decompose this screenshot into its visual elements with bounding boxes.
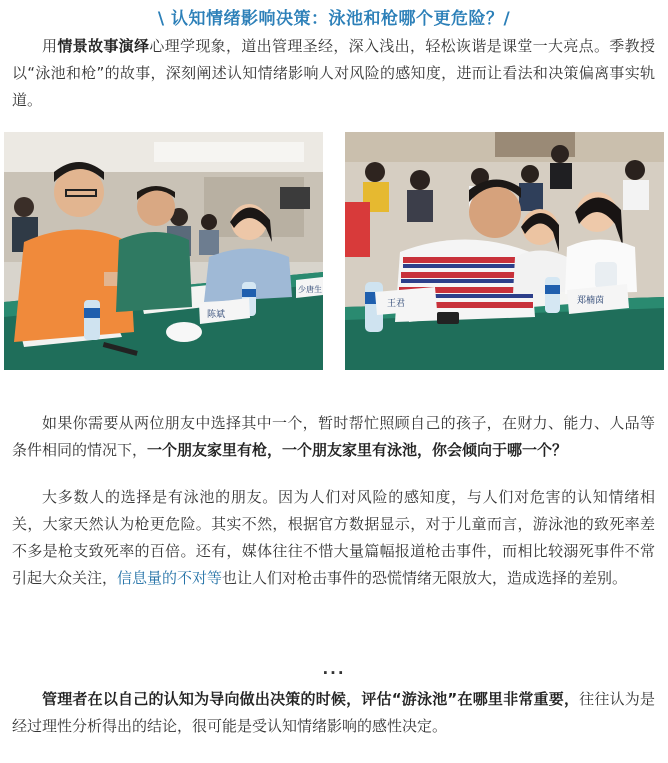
conclusion-normal: 往往认为是经过理性分析得出的结论，很可能是受认知情绪影响的感性决定。 — [12, 690, 655, 735]
intro-rest: 心理学现象，道出管理圣经，深入浅出，轻松诙谐是课堂一大亮点。季教授以“泳池和枪”的故事，深刻阐述认知情绪影响人对风险的感知度，进而让看法和决策偏离事实轨道。 — [12, 37, 655, 109]
question-normal: 如果你需要从两位朋友中选择其中一个，暂时帮忙照顾自己的孩子，在财力、能力、人品等条件相同的情况下， — [12, 414, 655, 459]
question-paragraph — [12, 410, 655, 464]
intro-pre: 用 — [42, 37, 58, 55]
analysis-paragraph — [12, 484, 655, 592]
analysis-highlight: 信息量的不对等 — [117, 569, 223, 587]
photo-right — [345, 132, 664, 370]
intro-paragraph — [12, 33, 655, 114]
nameplate-right-1: 王君 — [387, 299, 406, 309]
question-bold: 一个朋友家里有枪，一个朋友家里有泳池，你会倾向于哪一个？ — [147, 441, 568, 459]
photo-left — [4, 132, 323, 370]
nameplate-right-2: 郑楠茵 — [577, 296, 605, 306]
article-title: \ 认知情绪影响决策：泳池和枪哪个更危险？/ — [157, 9, 511, 29]
nameplate-left-2: 少唐生 — [298, 285, 322, 294]
classroom-photo-right-image — [345, 132, 664, 370]
nameplate-left-1: 陈斌 — [207, 310, 226, 320]
section-separator: ... — [322, 660, 346, 678]
conclusion-paragraph — [12, 686, 655, 740]
analysis-part2: 也让人们对枪击事件的恐慌情绪无限放大，造成选择的差别。 — [222, 569, 628, 587]
analysis-part1: 大多数人的选择是有泳池的朋友。因为人们对风险的感知度，与人们对危害的认知情绪相关，大家天然认为枪更危险。其实不然，根据官方数据显示，对于儿童而言，游泳池的致死率差不多是枪支致死率的百倍。还有，媒体往往不惜大量篇幅报道枪击事件，而相比较溺死事件不常引起大众关注， — [12, 488, 655, 587]
conclusion-bold: 管理者在以自己的认知为导向做出决策的时候，评估“游泳池”在哪里非常重要， — [42, 690, 580, 708]
intro-bold-lead: 情景故事演绎 — [57, 37, 150, 55]
classroom-photo-left-image — [4, 132, 323, 370]
